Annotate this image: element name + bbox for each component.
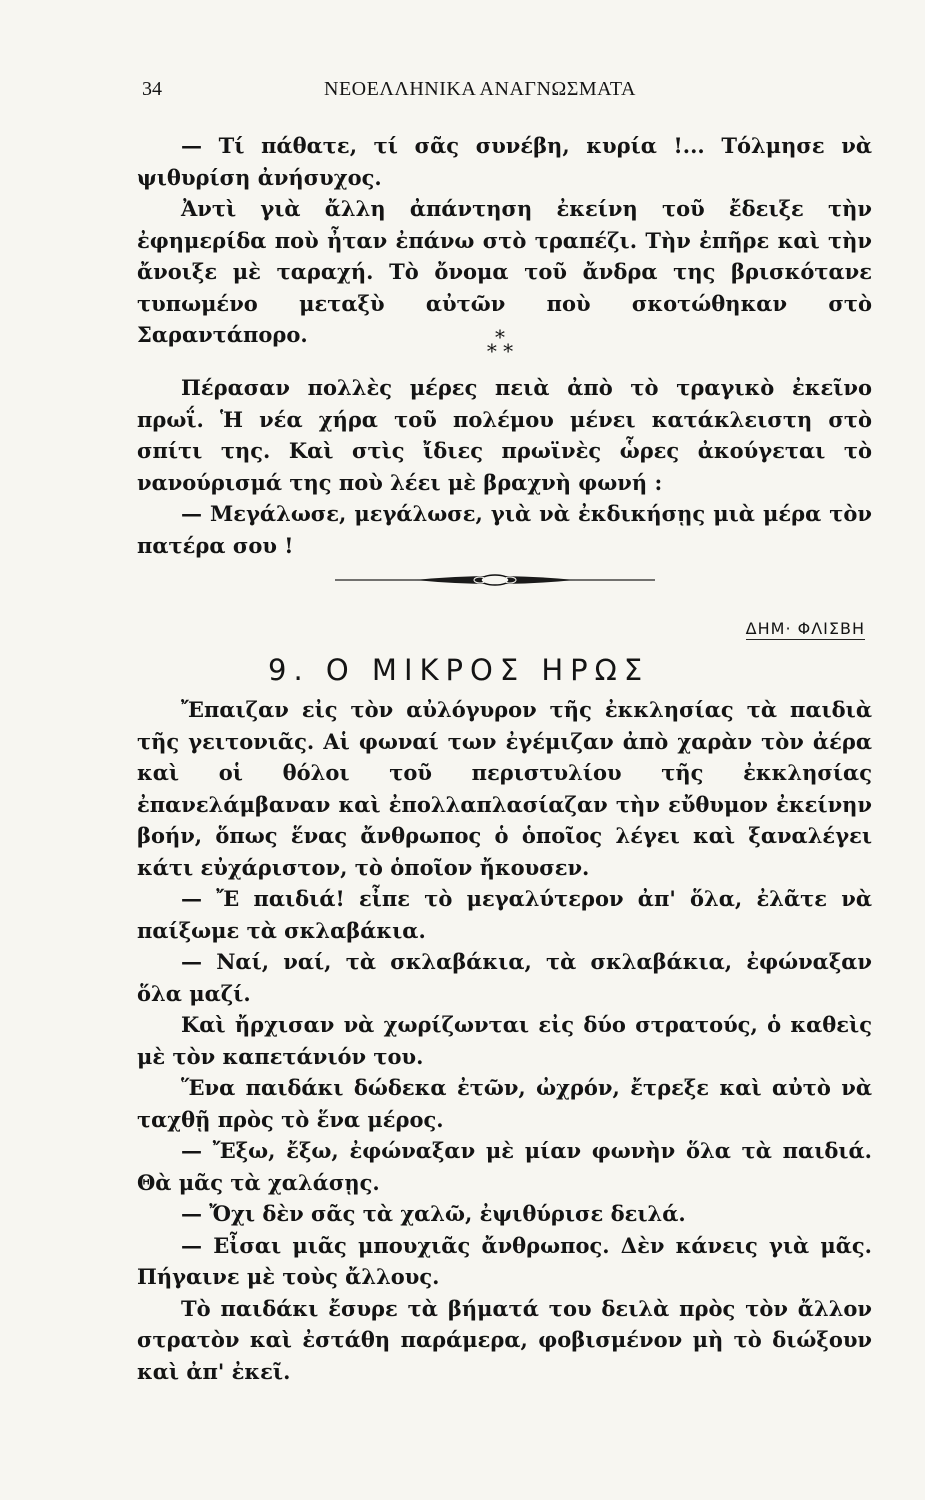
author-signature: ΔΗΜ· ΦΛΙΣΒΗ [745,619,865,638]
paragraph: Ἀντὶ γιὰ ἄλλη ἀπάντηση ἐκείνη τοῦ ἔδειξε τὴν ἐφημερίδα ποὺ ἦταν ἐπάνω στὸ τραπέζι. Τὴν ἐπῆρε καὶ τὴν ἄνοιξε μὲ ταραχή. Τὸ ὄνομα τοῦ ἄνδρα της βρισκότανε τυπωμένο μεταξὺ αὐτῶν ποὺ σκοτώθηκαν στὸ Σαραντάπορο. [137,196,872,347]
paragraph: — Τί πάθατε, τί σᾶς συνέβη, κυρία !... Τόλμησε νὰ ψιθυρίση ἀνήσυχος. [137,133,872,190]
story-end-part2 [137,372,872,561]
section-separator-asterisks: * * * [486,325,514,363]
paragraph: Ἕνα παιδάκι δώδεκα ἐτῶν, ὠχρόν, ἔτρεξε καὶ αὐτὸ νὰ ταχθῇ πρὸς τὸ ἕνα μέρος. [137,1075,872,1132]
story-end-part1 [137,130,872,351]
paragraph: — Εἶσαι μιᾶς μπουχιᾶς ἄνθρωπος. Δὲν κάνεις γιὰ μᾶς. Πήγαινε μὲ τοὺς ἄλλους. [137,1232,872,1289]
paragraph: Καὶ ἤρχισαν νὰ χωρίζωνται εἰς δύο στρατούς, ὁ καθεὶς μὲ τὸν καπετάνιόν του. [137,1012,872,1069]
paragraph: Τὸ παιδάκι ἔσυρε τὰ βήματά του δειλὰ πρὸς τὸν ἄλλον στρατὸν καὶ ἐστάθη παράμερα, φοβισμένον μὴ τὸ διώξουν καὶ ἀπ' ἐκεῖ. [137,1295,872,1384]
running-title: ΝΕΟΕΛΛΗΝΙΚΑ ΑΝΑΓΝΩΣΜΑΤΑ [324,78,636,100]
section-body [137,694,872,1387]
paragraph: — Ἔ παιδιά! εἶπε τὸ μεγαλύτερον ἀπ' ὅλα, ἐλᾶτε νὰ παίξωμε τὰ σκλαβάκια. [137,886,872,943]
paragraph: — Μεγάλωσε, μεγάλωσε, γιὰ νὰ ἐκδικήσῃς μιὰ μέρα τὸν πατέρα σου ! [137,501,872,558]
page-number: 34 [142,78,162,100]
paragraph: — Ὄχι δὲν σᾶς τὰ χαλῶ, ἐψιθύρισε δειλά. [181,1201,686,1226]
paragraph: — Ἔξω, ἔξω, ἐφώναξαν μὲ μίαν φωνὴν ὅλα τὰ παιδιά. Θὰ μᾶς τὰ χαλάσῃς. [137,1138,872,1195]
section-title: 9. Ο ΜΙΚΡΟΣ ΗΡΩΣ [268,653,650,687]
paragraph: Πέρασαν πολλὲς μέρες πειὰ ἀπὸ τὸ τραγικὸ ἐκεῖνο πρωΐ. Ἡ νέα χήρα τοῦ πολέμου μένει κατάκλειστη στὸ σπίτι της. Καὶ στὶς ἴδιες πρωϊνὲς ὧρες ἀκούγεται τὸ νανούρισμά της ποὺ λέει μὲ βραχνὴ φωνή : [137,375,872,495]
page-header [140,78,870,108]
paragraph: Ἔπαιζαν εἰς τὸν αὐλόγυρον τῆς ἐκκλησίας τὰ παιδιὰ τῆς γειτονιᾶς. Αἱ φωναί των ἐγέμιζαν ἀπὸ χαρὰν τὸν ἀέρα καὶ οἱ θόλοι τοῦ περιστυλίου τῆς ἐκκλησίας ἐπανελάμβαναν καὶ ἐπολλαπλασίαζαν τὴν εὔθυμον ἐκείνην βοήν, ὅπως ἕνας ἄνθρωπος ὁ ὁποῖος λέγει καὶ ξαναλέγει κάτι εὐχάριστον, τὸ ὁποῖον ἤκουσεν. [137,697,872,880]
decorative-rule-ornament [335,572,655,588]
paragraph: — Ναί, ναί, τὰ σκλαβάκια, τὰ σκλαβάκια, ἐφώναξαν ὅλα μαζί. [137,949,872,1006]
